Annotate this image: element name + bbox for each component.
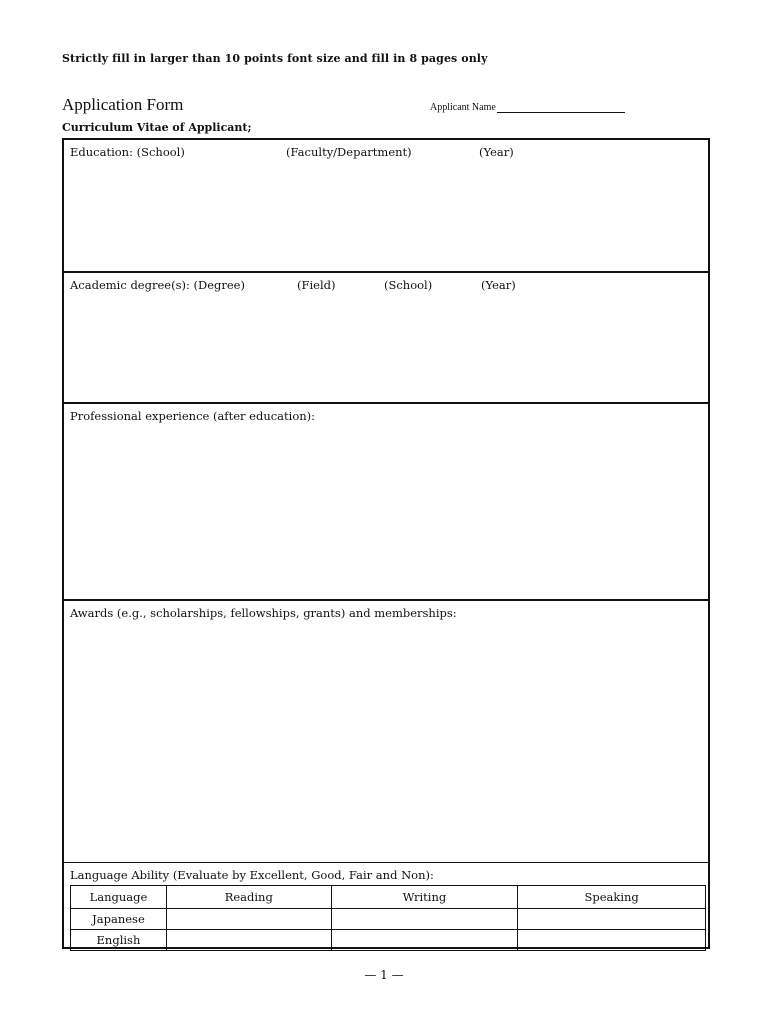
table-row bbox=[71, 909, 706, 930]
experience-section[interactable] bbox=[64, 404, 708, 601]
english-writing-cell[interactable] bbox=[331, 930, 518, 951]
japanese-reading-cell[interactable] bbox=[166, 909, 331, 930]
japanese-writing-cell[interactable] bbox=[331, 909, 518, 930]
japanese-speaking-cell[interactable] bbox=[518, 909, 706, 930]
fill-instructions: Strictly fill in larger than 10 points font size and fill in 8 pages only bbox=[62, 52, 488, 65]
experience-label: Professional experience (after education): bbox=[70, 409, 316, 423]
degree-school-label: (School) bbox=[384, 278, 433, 292]
applicant-name-label: Applicant Name bbox=[430, 102, 496, 113]
education-section[interactable] bbox=[64, 140, 708, 273]
language-name-english: English bbox=[71, 930, 167, 951]
degree-year-label: (Year) bbox=[481, 278, 516, 292]
language-table bbox=[70, 885, 706, 951]
page-title: Application Form bbox=[62, 95, 184, 114]
table-row bbox=[71, 930, 706, 951]
header-speaking: Speaking bbox=[518, 886, 706, 909]
language-label: Language Ability (Evaluate by Excellent, Good, Fair and Non): bbox=[70, 868, 434, 882]
awards-section[interactable] bbox=[64, 601, 708, 863]
awards-label: Awards (e.g., scholarships, fellowships, grants) and memberships: bbox=[70, 606, 457, 620]
degree-section[interactable] bbox=[64, 273, 708, 404]
cv-form bbox=[62, 138, 710, 949]
header-reading: Reading bbox=[166, 886, 331, 909]
header-writing: Writing bbox=[331, 886, 518, 909]
education-label: Education: (School) bbox=[70, 145, 185, 159]
english-reading-cell[interactable] bbox=[166, 930, 331, 951]
education-year-label: (Year) bbox=[479, 145, 514, 159]
education-faculty-label: (Faculty/Department) bbox=[286, 145, 412, 159]
degree-label: Academic degree(s): (Degree) bbox=[70, 278, 245, 292]
degree-field-label: (Field) bbox=[297, 278, 336, 292]
applicant-name-field[interactable] bbox=[430, 102, 625, 113]
header-language: Language bbox=[71, 886, 167, 909]
language-name-japanese: Japanese bbox=[71, 909, 167, 930]
language-section bbox=[64, 863, 708, 949]
applicant-name-line[interactable] bbox=[497, 103, 625, 113]
page-number: — 1 — bbox=[364, 968, 404, 982]
cv-subtitle: Curriculum Vitae of Applicant; bbox=[62, 121, 252, 134]
english-speaking-cell[interactable] bbox=[518, 930, 706, 951]
language-table-header bbox=[71, 886, 706, 909]
